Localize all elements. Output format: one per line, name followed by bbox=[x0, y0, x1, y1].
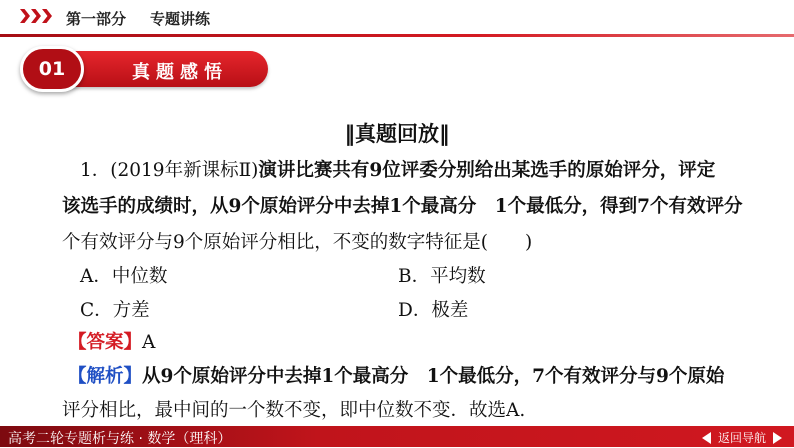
section-number: 01 bbox=[38, 58, 66, 80]
header-divider bbox=[0, 34, 794, 37]
section-banner bbox=[20, 46, 272, 92]
triangle-left-icon[interactable] bbox=[702, 432, 711, 444]
question-text: 演讲比赛共有9位评委分别给出某选手的原始评分，评定 bbox=[258, 160, 716, 181]
analysis-line-1 bbox=[68, 362, 724, 388]
top-bar bbox=[0, 0, 794, 34]
chevron-right-icon bbox=[31, 9, 41, 23]
breadcrumb-part: 第一部分 bbox=[66, 10, 127, 28]
section-number-badge bbox=[20, 46, 84, 92]
answer-line bbox=[68, 328, 155, 354]
answer-tag: 【答案】 bbox=[68, 332, 143, 353]
section-title: 真题感悟 bbox=[132, 62, 228, 83]
option-b: B．平均数 bbox=[398, 266, 486, 287]
answer-value: A bbox=[142, 332, 156, 353]
triangle-right-icon[interactable] bbox=[773, 432, 782, 444]
chevron-right-icon bbox=[42, 9, 52, 23]
breadcrumb-topic: 专题讲练 bbox=[150, 10, 211, 28]
analysis-text-1: 从9个原始评分中去掉1个最高分 1个最低分，7个有效评分与9个原始 bbox=[142, 366, 725, 387]
question-line-2: 该选手的成绩时，从9个原始评分中去掉1个最高分 1个最低分，得到7个有效评分 bbox=[62, 196, 743, 217]
question-source: 1．(2019年新课标Ⅱ) bbox=[80, 160, 259, 181]
question-line-1 bbox=[80, 156, 715, 182]
option-c: C．方差 bbox=[80, 300, 150, 321]
footer-navigation bbox=[702, 429, 782, 446]
question-line-3: 个有效评分与9个原始评分相比，不变的数字特征是( ) bbox=[62, 232, 533, 253]
footer-book-title: 高考二轮专题析与练 · 数学（理科） bbox=[8, 431, 232, 447]
analysis-line-2: 评分相比，最中间的一个数不变，即中位数不变．故选A. bbox=[62, 400, 526, 421]
option-a: A．中位数 bbox=[80, 266, 168, 287]
back-to-nav-link[interactable]: 返回导航 bbox=[717, 431, 766, 445]
subsection-heading: ‖真题回放‖ bbox=[344, 122, 450, 146]
footer-bar bbox=[0, 426, 794, 447]
analysis-tag: 【解析】 bbox=[68, 366, 143, 387]
chevron-right-icons bbox=[20, 9, 52, 23]
option-d: D．极差 bbox=[398, 300, 469, 321]
chevron-right-icon bbox=[20, 9, 30, 23]
